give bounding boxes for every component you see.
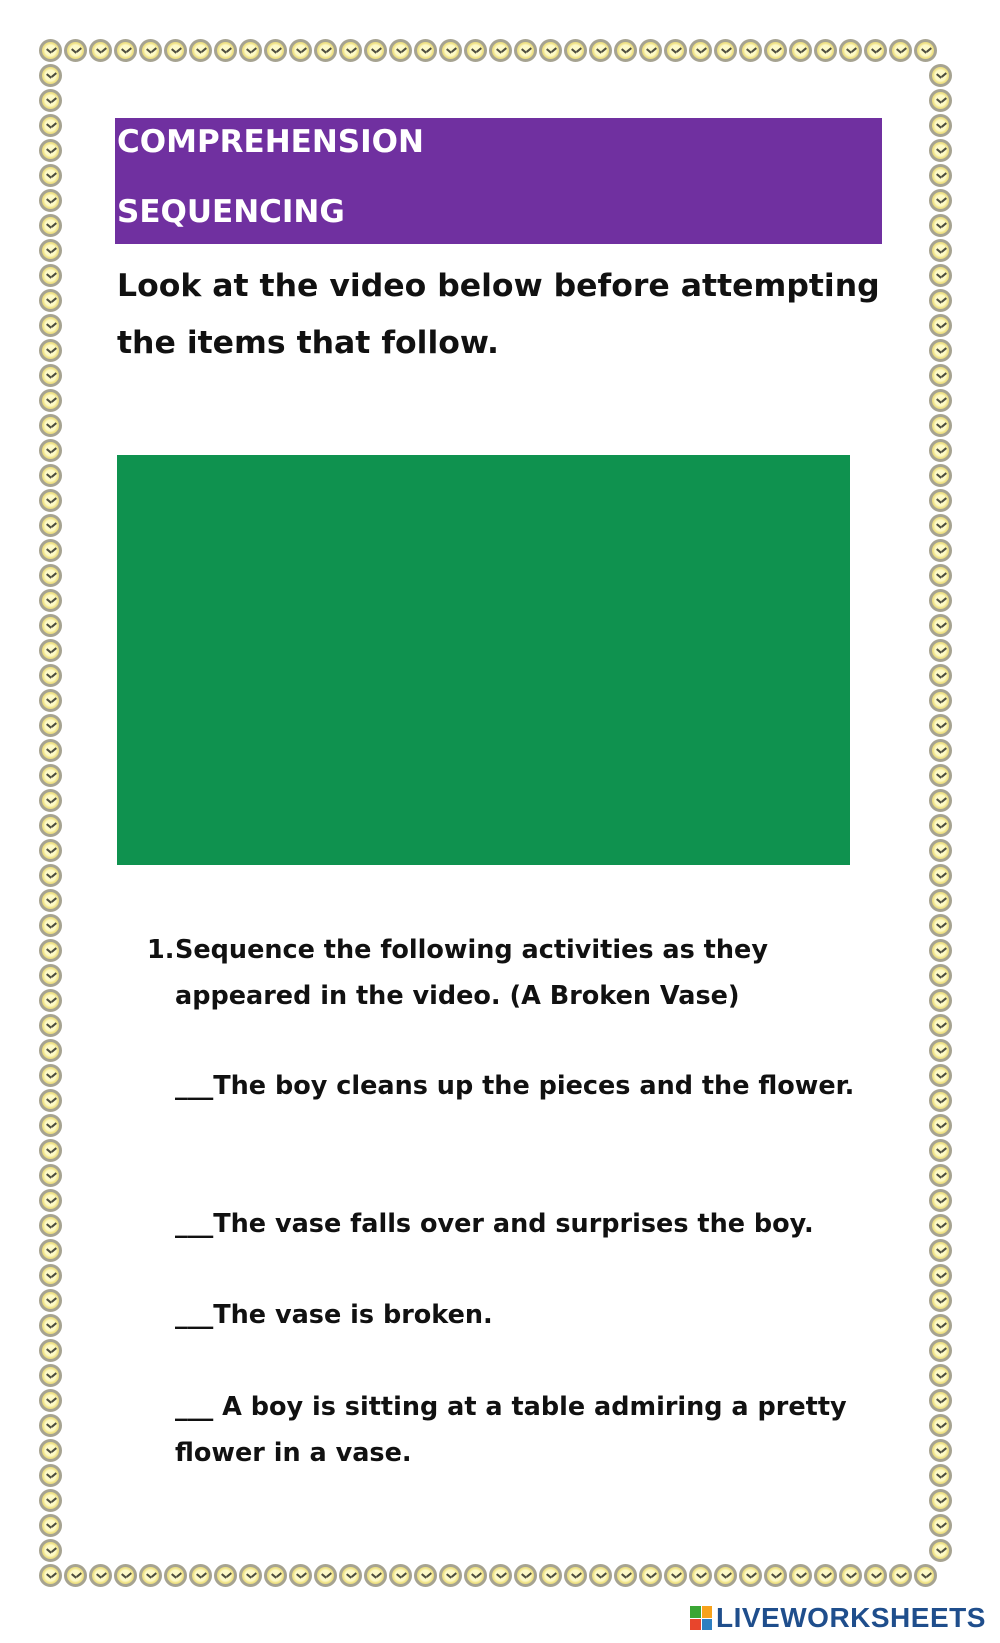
clock-icon (39, 64, 62, 87)
clock-icon (439, 39, 462, 62)
clock-icon (39, 1214, 62, 1237)
clock-icon (929, 1039, 952, 1062)
clock-icon (214, 1564, 237, 1587)
clock-icon (929, 889, 952, 912)
sequence-item[interactable]: ___The vase falls over and surprises the boy. (175, 1209, 814, 1239)
clock-icon (929, 514, 952, 537)
clock-icon (914, 39, 937, 62)
clock-icon (339, 39, 362, 62)
clock-icon (164, 39, 187, 62)
liveworksheets-logo-icon (690, 1606, 712, 1630)
top-clock-border (38, 38, 938, 63)
clock-icon (929, 1314, 952, 1337)
clock-icon (689, 39, 712, 62)
sequence-item[interactable]: ___The boy cleans up the pieces and the flower. (175, 1071, 855, 1101)
clock-icon (639, 39, 662, 62)
clock-icon (464, 1564, 487, 1587)
clock-icon (39, 214, 62, 237)
clock-icon (929, 489, 952, 512)
clock-icon (289, 39, 312, 62)
clock-icon (39, 289, 62, 312)
clock-icon (929, 1514, 952, 1537)
clock-icon (39, 539, 62, 562)
clock-icon (929, 914, 952, 937)
clock-icon (864, 1564, 887, 1587)
clock-icon (929, 1114, 952, 1137)
clock-icon (929, 1239, 952, 1262)
clock-icon (39, 239, 62, 262)
clock-icon (929, 664, 952, 687)
clock-icon (339, 1564, 362, 1587)
clock-icon (564, 1564, 587, 1587)
clock-icon (929, 1539, 952, 1562)
clock-icon (929, 789, 952, 812)
clock-icon (489, 1564, 512, 1587)
clock-icon (839, 1564, 862, 1587)
clock-icon (39, 1414, 62, 1437)
clock-icon (39, 1089, 62, 1112)
clock-icon (389, 1564, 412, 1587)
clock-icon (39, 114, 62, 137)
clock-icon (39, 839, 62, 862)
clock-icon (189, 1564, 212, 1587)
clock-icon (929, 464, 952, 487)
clock-icon (39, 964, 62, 987)
clock-icon (239, 39, 262, 62)
clock-icon (39, 589, 62, 612)
clock-icon (39, 1289, 62, 1312)
clock-icon (39, 714, 62, 737)
clock-icon (39, 1489, 62, 1512)
clock-icon (764, 39, 787, 62)
clock-icon (929, 289, 952, 312)
clock-icon (929, 1189, 952, 1212)
clock-icon (114, 39, 137, 62)
clock-icon (489, 39, 512, 62)
clock-icon (64, 1564, 87, 1587)
clock-icon (439, 1564, 462, 1587)
clock-icon (39, 764, 62, 787)
clock-icon (39, 1114, 62, 1137)
clock-icon (39, 1339, 62, 1362)
clock-icon (39, 1389, 62, 1412)
clock-icon (514, 39, 537, 62)
clock-icon (814, 1564, 837, 1587)
clock-icon (929, 1339, 952, 1362)
clock-icon (929, 1289, 952, 1312)
clock-icon (929, 1139, 952, 1162)
clock-icon (39, 389, 62, 412)
clock-icon (929, 1364, 952, 1387)
clock-icon (889, 39, 912, 62)
clock-icon (714, 1564, 737, 1587)
worksheet-subtitle: SEQUENCING (117, 194, 345, 230)
clock-icon (929, 114, 952, 137)
clock-icon (929, 1214, 952, 1237)
clock-icon (189, 39, 212, 62)
clock-icon (139, 39, 162, 62)
clock-icon (39, 439, 62, 462)
clock-icon (929, 164, 952, 187)
clock-icon (39, 814, 62, 837)
clock-icon (929, 964, 952, 987)
clock-icon (564, 39, 587, 62)
clock-icon (39, 414, 62, 437)
clock-icon (614, 1564, 637, 1587)
question-text: Sequence the following activities as they appeared in the video. (A Broken Vase) (175, 935, 768, 1011)
clock-icon (364, 39, 387, 62)
clock-icon (39, 564, 62, 587)
clock-icon (929, 339, 952, 362)
clock-icon (39, 339, 62, 362)
clock-icon (39, 1189, 62, 1212)
clock-icon (39, 914, 62, 937)
clock-icon (929, 589, 952, 612)
clock-icon (39, 789, 62, 812)
clock-icon (39, 1364, 62, 1387)
clock-icon (929, 539, 952, 562)
clock-icon (929, 739, 952, 762)
left-clock-border (38, 63, 63, 1563)
clock-icon (864, 39, 887, 62)
clock-icon (929, 839, 952, 862)
clock-icon (39, 264, 62, 287)
clock-icon (39, 1164, 62, 1187)
clock-icon (39, 939, 62, 962)
clock-icon (929, 689, 952, 712)
liveworksheets-logo[interactable] (690, 1600, 986, 1636)
sequence-item[interactable]: ___The vase is broken. (175, 1300, 493, 1330)
clock-icon (929, 439, 952, 462)
clock-icon (139, 1564, 162, 1587)
clock-icon (929, 639, 952, 662)
clock-icon (929, 89, 952, 112)
logo-text: LIVEWORKSHEETS (716, 1602, 986, 1633)
clock-icon (789, 39, 812, 62)
clock-icon (929, 364, 952, 387)
clock-icon (164, 1564, 187, 1587)
clock-icon (389, 39, 412, 62)
clock-icon (39, 1539, 62, 1562)
clock-icon (39, 1464, 62, 1487)
clock-icon (39, 364, 62, 387)
clock-icon (929, 189, 952, 212)
clock-icon (739, 39, 762, 62)
clock-icon (639, 1564, 662, 1587)
clock-icon (589, 1564, 612, 1587)
worksheet-title: COMPREHENSION (117, 124, 424, 160)
clock-icon (39, 1314, 62, 1337)
clock-icon (39, 1514, 62, 1537)
clock-icon (264, 39, 287, 62)
clock-icon (929, 1414, 952, 1437)
clock-icon (39, 514, 62, 537)
clock-icon (64, 39, 87, 62)
clock-icon (929, 939, 952, 962)
clock-icon (929, 1439, 952, 1462)
clock-icon (314, 1564, 337, 1587)
clock-icon (289, 1564, 312, 1587)
clock-icon (764, 1564, 787, 1587)
clock-icon (814, 39, 837, 62)
clock-icon (929, 1489, 952, 1512)
clock-icon (39, 1064, 62, 1087)
clock-icon (929, 1164, 952, 1187)
clock-icon (264, 1564, 287, 1587)
clock-icon (39, 1139, 62, 1162)
clock-icon (929, 714, 952, 737)
clock-icon (39, 639, 62, 662)
clock-icon (589, 39, 612, 62)
clock-icon (929, 389, 952, 412)
clock-icon (39, 189, 62, 212)
clock-icon (39, 39, 62, 62)
clock-icon (39, 614, 62, 637)
clock-icon (39, 1039, 62, 1062)
clock-icon (929, 1089, 952, 1112)
clock-icon (929, 564, 952, 587)
bottom-clock-border (38, 1563, 938, 1588)
clock-icon (714, 39, 737, 62)
clock-icon (39, 1564, 62, 1587)
clock-icon (689, 1564, 712, 1587)
clock-icon (914, 1564, 937, 1587)
clock-icon (39, 739, 62, 762)
sequence-item[interactable]: ___ A boy is sitting at a table admiring a pretty flower in a vase. (175, 1392, 847, 1468)
clock-icon (929, 989, 952, 1012)
right-clock-border (928, 63, 953, 1563)
clock-icon (929, 414, 952, 437)
clock-icon (929, 214, 952, 237)
clock-icon (929, 314, 952, 337)
clock-icon (39, 864, 62, 887)
clock-icon (664, 39, 687, 62)
clock-icon (464, 39, 487, 62)
clock-icon (39, 89, 62, 112)
clock-icon (929, 139, 952, 162)
clock-icon (929, 264, 952, 287)
clock-icon (789, 1564, 812, 1587)
clock-icon (929, 1264, 952, 1287)
clock-icon (929, 1389, 952, 1412)
clock-icon (39, 989, 62, 1012)
clock-icon (664, 1564, 687, 1587)
clock-icon (39, 164, 62, 187)
clock-icon (414, 39, 437, 62)
clock-icon (929, 64, 952, 87)
clock-icon (114, 1564, 137, 1587)
clock-icon (239, 1564, 262, 1587)
clock-icon (39, 1239, 62, 1262)
clock-icon (39, 139, 62, 162)
clock-icon (929, 614, 952, 637)
question-number: 1. (147, 935, 175, 965)
clock-icon (514, 1564, 537, 1587)
clock-icon (929, 864, 952, 887)
clock-icon (39, 689, 62, 712)
clock-icon (929, 1064, 952, 1087)
clock-icon (539, 1564, 562, 1587)
video-placeholder[interactable] (117, 455, 850, 865)
clock-icon (39, 889, 62, 912)
clock-icon (929, 239, 952, 262)
clock-icon (364, 1564, 387, 1587)
clock-icon (889, 1564, 912, 1587)
clock-icon (929, 814, 952, 837)
clock-icon (89, 1564, 112, 1587)
clock-icon (39, 464, 62, 487)
clock-icon (539, 39, 562, 62)
clock-icon (839, 39, 862, 62)
clock-icon (39, 1264, 62, 1287)
clock-icon (39, 314, 62, 337)
clock-icon (89, 39, 112, 62)
clock-icon (929, 764, 952, 787)
clock-icon (39, 1439, 62, 1462)
clock-icon (739, 1564, 762, 1587)
intro-instruction: Look at the video below before attempting the items that follow. (117, 268, 880, 361)
clock-icon (39, 664, 62, 687)
clock-icon (929, 1014, 952, 1037)
clock-icon (214, 39, 237, 62)
clock-icon (314, 39, 337, 62)
clock-icon (39, 1014, 62, 1037)
clock-icon (39, 489, 62, 512)
clock-icon (614, 39, 637, 62)
clock-icon (929, 1464, 952, 1487)
clock-icon (414, 1564, 437, 1587)
